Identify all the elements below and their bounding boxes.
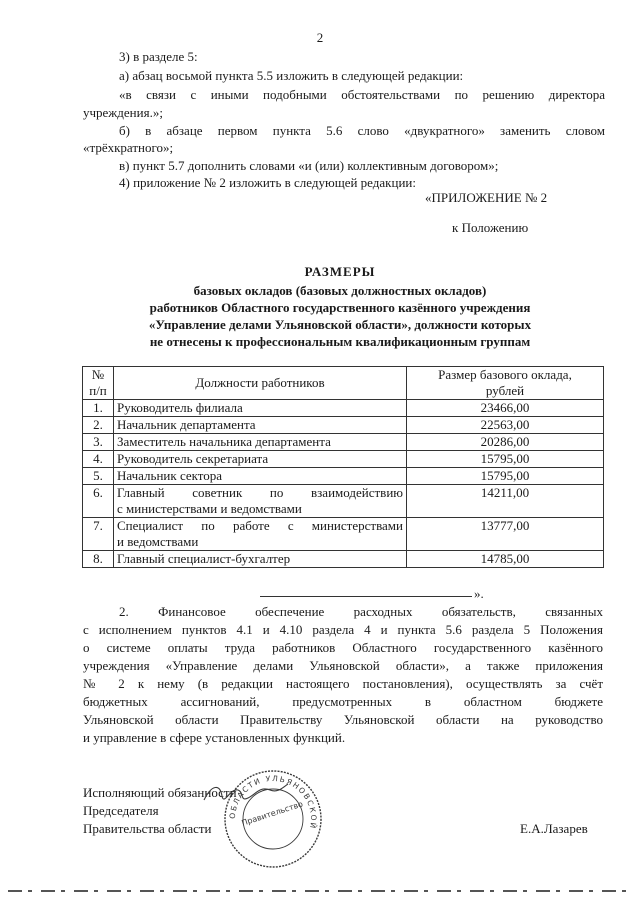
header-salary (407, 367, 604, 400)
intro-line-8: 4) приложение № 2 изложить в следующей редакции: (119, 175, 416, 190)
row-number: 4. (83, 451, 114, 468)
row-position (114, 485, 407, 518)
row-number: 2. (83, 417, 114, 434)
signatory-title-line-1: Исполняющий обязанности (83, 785, 237, 800)
heading-line-3: «Управление делами Ульяновской области», должности которых (148, 317, 532, 332)
intro-line-4: учреждения.»; (83, 105, 163, 120)
para2-line-1: 2. Финансовое обеспечение расходных обязательств, связанных (119, 604, 603, 619)
to-regulation-label: к Положению (452, 220, 529, 235)
stamp-ring-text: ОБЛАСТИ УЛЬЯНОВСКОЙ (227, 773, 319, 831)
row-position-line-2: с министерствами и ведомствами (117, 501, 302, 516)
table-row (83, 468, 604, 485)
header-number-line-2: п/п (89, 383, 107, 398)
row-salary: 15795,00 (407, 468, 604, 485)
para2-line-4: учреждения «Управление делами Ульяновской области», а также приложения (83, 658, 603, 673)
signatory-title-line-3: Правительства области (83, 821, 212, 836)
intro-line-2: а) абзац восьмой пункта 5.5 изложить в следующей редакции: (119, 68, 464, 83)
row-number: 6. (83, 485, 114, 518)
header-number-line-1: № (91, 367, 105, 382)
row-position: Руководитель филиала (114, 400, 407, 417)
row-position: Главный специалист-бухгалтер (114, 551, 407, 568)
para2-line-8: и управление в сфере установленных функций. (83, 730, 346, 745)
stamp-center-text: Правительство (240, 799, 305, 828)
para2-line-3: о системе оплаты труда работников Областного государственного казённого (83, 640, 603, 655)
row-number: 8. (83, 551, 114, 568)
intro-line-5: б) в абзаце первом пункта 5.6 слово «двукратного» заменить словом (119, 123, 605, 138)
appendix-label: «ПРИЛОЖЕНИЕ № 2 (425, 190, 548, 205)
row-number: 1. (83, 400, 114, 417)
row-salary: 14785,00 (407, 551, 604, 568)
row-position (114, 518, 407, 551)
heading-line-4: не отнесены к профессиональным квалификационным группам (149, 334, 531, 349)
row-salary: 20286,00 (407, 434, 604, 451)
signatory-title-line-2: Председателя (83, 803, 159, 818)
row-position: Заместитель начальника департамента (114, 434, 407, 451)
row-salary: 14211,00 (407, 485, 604, 518)
heading-line-2: работников Областного государственного казённого учреждения (149, 300, 531, 315)
row-position: Начальник сектора (114, 468, 407, 485)
intro-line-1: 3) в разделе 5: (119, 49, 198, 64)
table-row (83, 551, 604, 568)
row-number: 5. (83, 468, 114, 485)
para2-line-6: бюджетных ассигнований, предусмотренных в областном бюджете (83, 694, 603, 709)
row-position: Руководитель секретариата (114, 451, 407, 468)
closing-underline (260, 596, 472, 597)
para2-line-5: № 2 к нему (в редакции настоящего постановления), осуществлять за счёт (83, 676, 603, 691)
heading-title: РАЗМЕРЫ (304, 264, 376, 279)
para2-line-2: с исполнением пунктов 4.1 и 4.10 раздела 4 и пункта 5.6 раздела 5 Положения (83, 622, 603, 637)
handwritten-signature (200, 778, 290, 808)
row-position: Начальник департамента (114, 417, 407, 434)
row-salary: 23466,00 (407, 400, 604, 417)
header-position: Должности работников (114, 367, 407, 400)
table-row (83, 417, 604, 434)
heading-line-1: базовых окладов (базовых должностных окладов) (193, 283, 487, 298)
row-salary: 15795,00 (407, 451, 604, 468)
intro-line-6: «трёхкратного»; (83, 140, 174, 155)
row-position-line-1: Главный советник по взаимодействию (117, 485, 403, 500)
header-number (83, 367, 114, 400)
table-row (83, 451, 604, 468)
signatory-name: Е.А.Лазарев (520, 821, 588, 836)
salary-table (82, 366, 604, 568)
row-salary: 22563,00 (407, 417, 604, 434)
closing-quote: ». (474, 586, 484, 601)
table-row (83, 400, 604, 417)
table-row (83, 485, 604, 518)
page-number: 2 (316, 30, 324, 45)
header-salary-line-1: Размер базового оклада, (438, 367, 572, 382)
intro-line-3: «в связи с иными подобными обстоятельствами по решению директора (119, 87, 605, 102)
para2-line-7: Ульяновской области Правительству Ульяновской области на руководство (83, 712, 603, 727)
row-position-line-1: Специалист по работе с министерствами (117, 518, 403, 533)
row-number: 7. (83, 518, 114, 551)
row-salary: 13777,00 (407, 518, 604, 551)
table-row (83, 434, 604, 451)
table-header-row (83, 367, 604, 400)
row-number: 3. (83, 434, 114, 451)
row-position-line-2: и ведомствами (117, 534, 199, 549)
header-salary-line-2: рублей (485, 383, 525, 398)
intro-line-7: в) пункт 5.7 дополнить словами «и (или) коллективным договором»; (119, 158, 499, 173)
table-row (83, 518, 604, 551)
scan-edge-artifact (0, 888, 640, 894)
